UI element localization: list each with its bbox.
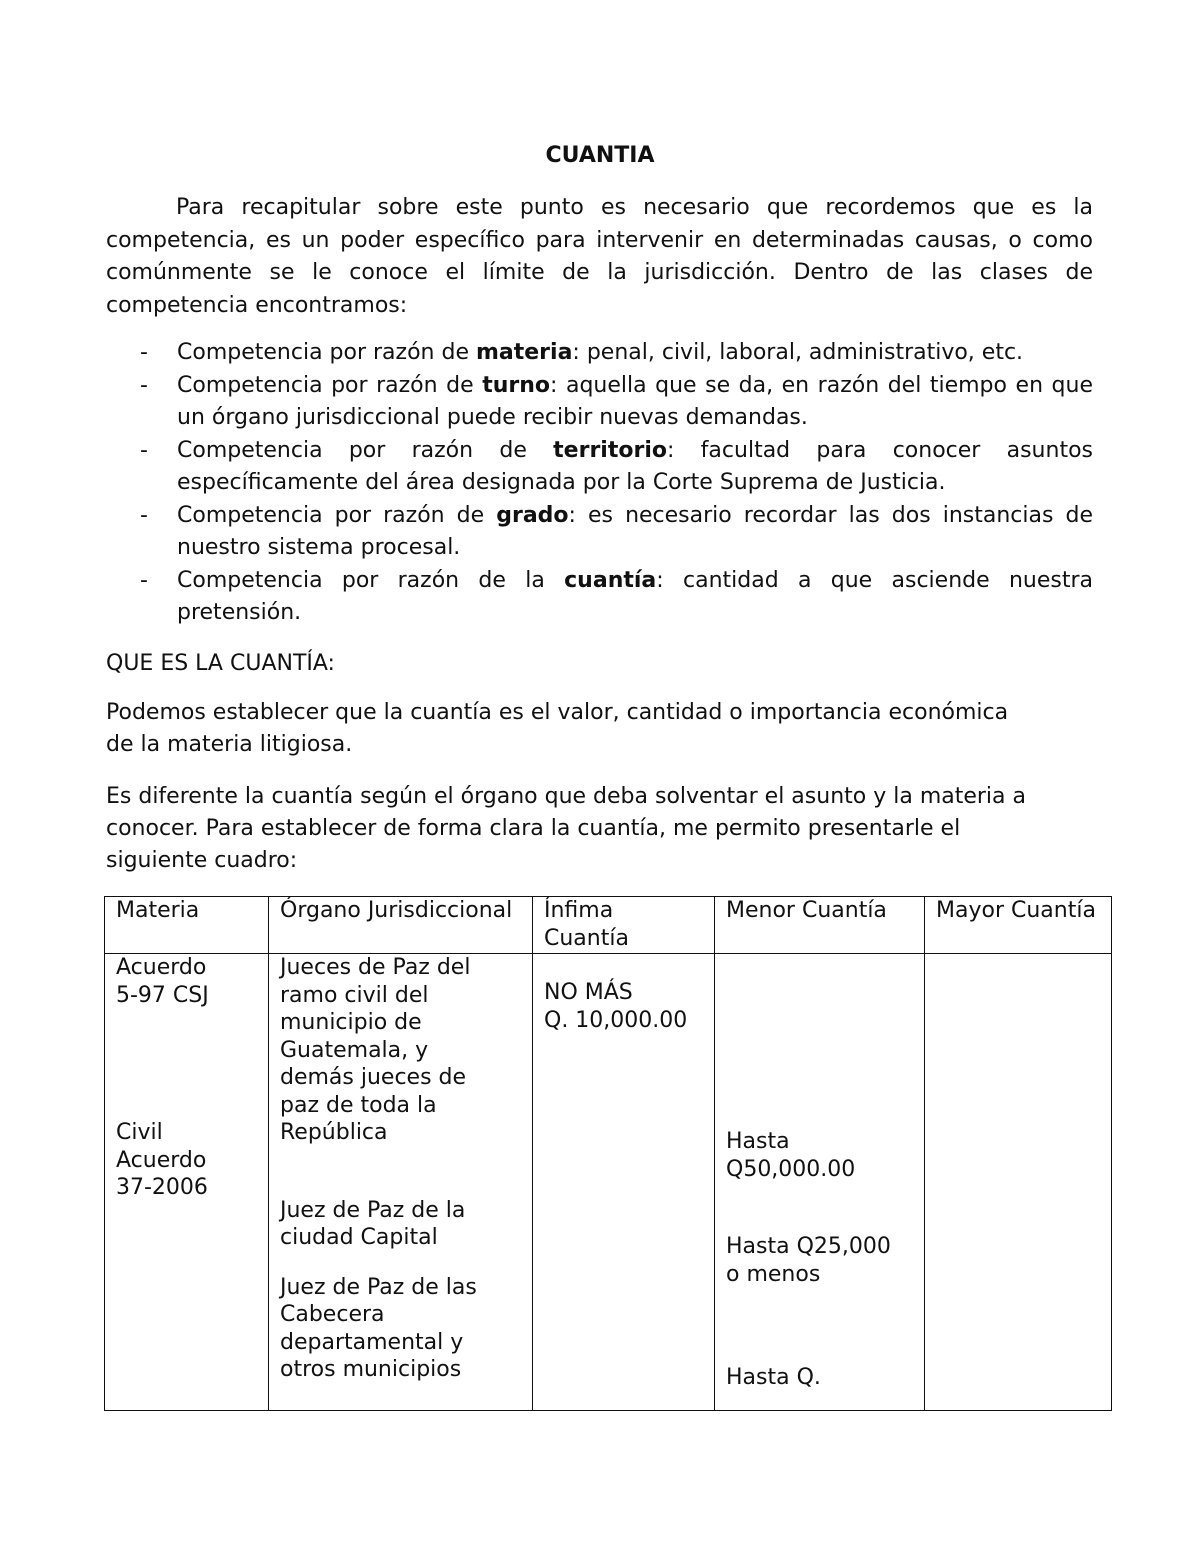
cell-infima	[533, 954, 715, 1411]
list-item-text: Competencia por razón de	[177, 340, 476, 365]
diff-line: siguiente cuadro:	[106, 848, 298, 873]
list-dash: -	[140, 372, 148, 398]
organo-text: Juez de Paz de las	[280, 1274, 477, 1300]
competence-list	[106, 337, 1093, 630]
list-item	[106, 435, 1093, 500]
organo-text: paz de toda la	[280, 1092, 437, 1118]
menor-text: o menos	[726, 1261, 821, 1287]
document-title: CUANTIA	[545, 143, 655, 168]
cell-materia	[105, 954, 269, 1411]
materia-text: 37-2006	[116, 1175, 208, 1200]
header-organo: Órgano Jurisdiccional	[269, 897, 533, 954]
list-item-text: Competencia por razón de	[177, 502, 497, 528]
list-item-keyword: materia	[475, 340, 573, 365]
materia-text: 5-97 CSJ	[116, 982, 209, 1008]
list-item-keyword: turno	[482, 372, 550, 398]
organo-text: Juez de Paz de la	[280, 1197, 466, 1223]
list-item-text: Competencia por razón de	[177, 437, 554, 463]
materia-text: Civil	[116, 1120, 163, 1145]
list-item-text: : es necesario recordar las dos instancias de nuestro sistema procesal.	[177, 502, 1093, 560]
organo-text: demás jueces de	[280, 1065, 467, 1090]
organo-text: ciudad Capital	[280, 1225, 438, 1250]
list-item-keyword: cuantía	[564, 567, 657, 593]
list-item	[106, 500, 1093, 565]
list-item	[106, 337, 1093, 370]
organo-text: Jueces de Paz del	[280, 955, 471, 980]
header-infima: Ínfima Cuantía	[533, 897, 715, 954]
menor-text: Q50,000.00	[726, 1156, 856, 1182]
list-item-text: : cantidad a que asciende nuestra pretensión.	[177, 567, 1093, 625]
organo-text: departamental y	[280, 1329, 464, 1355]
list-item	[106, 370, 1093, 435]
cell-menor	[715, 954, 925, 1411]
definition-line: Podemos establecer que la cuantía es el valor, cantidad o importancia económica	[106, 700, 1009, 725]
organo-text: municipio de	[280, 1010, 422, 1035]
list-item-text: : aquella que se da, en razón del tiempo en que un órgano jurisdiccional puede recibir nuevas demandas.	[177, 372, 1093, 430]
section-question: QUE ES LA CUANTÍA:	[106, 651, 335, 676]
list-item-text: : facultad para conocer asuntos específicamente del área designada por la Corte Suprema de Justicia.	[177, 437, 1093, 495]
organo-text: ramo civil del	[280, 982, 429, 1008]
definition-line: de la materia litigiosa.	[106, 732, 353, 757]
header-mayor: Mayor Cuantía	[925, 897, 1112, 954]
list-dash: -	[140, 567, 148, 593]
header-materia: Materia	[105, 897, 269, 954]
materia-text: Acuerdo	[116, 955, 207, 980]
cell-organo	[269, 954, 533, 1411]
list-item-text: Competencia por razón de la	[177, 567, 565, 593]
list-dash: -	[140, 437, 148, 463]
diff-line: Es diferente la cuantía según el órgano que deba solventar el asunto y la materia a	[106, 784, 1027, 809]
infima-text: NO MÁS	[544, 980, 633, 1005]
list-dash: -	[140, 502, 148, 528]
list-item-keyword: territorio	[553, 437, 667, 463]
infima-text: Q. 10,000.00	[544, 1007, 688, 1033]
table-header-row	[105, 897, 1112, 954]
cell-mayor	[925, 954, 1112, 1411]
intro-paragraph: Para recapitular sobre este punto es necesario que recordemos que es la competencia, es un poder específico para intervenir en determinadas causas, o como comúnmente se le conoce el límite de la jurisdicción. Dentro de las clases de competencia encontramos:	[106, 195, 1093, 318]
list-item-text: : penal, civil, laboral, administrativo, etc.	[572, 340, 1024, 365]
menor-text: Hasta Q.	[726, 1365, 821, 1390]
diff-line: conocer. Para establecer de forma clara la cuantía, me permito presentarle el	[106, 816, 961, 841]
cuantia-table	[104, 896, 1112, 1411]
menor-text: Hasta	[726, 1129, 790, 1154]
header-menor: Menor Cuantía	[715, 897, 925, 954]
list-item-keyword: grado	[496, 502, 569, 528]
list-item-text: Competencia por razón de	[177, 372, 483, 398]
materia-text: Acuerdo	[116, 1147, 207, 1173]
organo-text: otros municipios	[280, 1357, 462, 1382]
table-row	[105, 954, 1112, 1411]
menor-text: Hasta Q25,000	[726, 1234, 891, 1259]
list-dash: -	[140, 340, 148, 365]
list-item	[106, 565, 1093, 630]
organo-text: República	[280, 1120, 388, 1145]
organo-text: Guatemala, y	[280, 1037, 429, 1063]
organo-text: Cabecera	[280, 1302, 385, 1327]
